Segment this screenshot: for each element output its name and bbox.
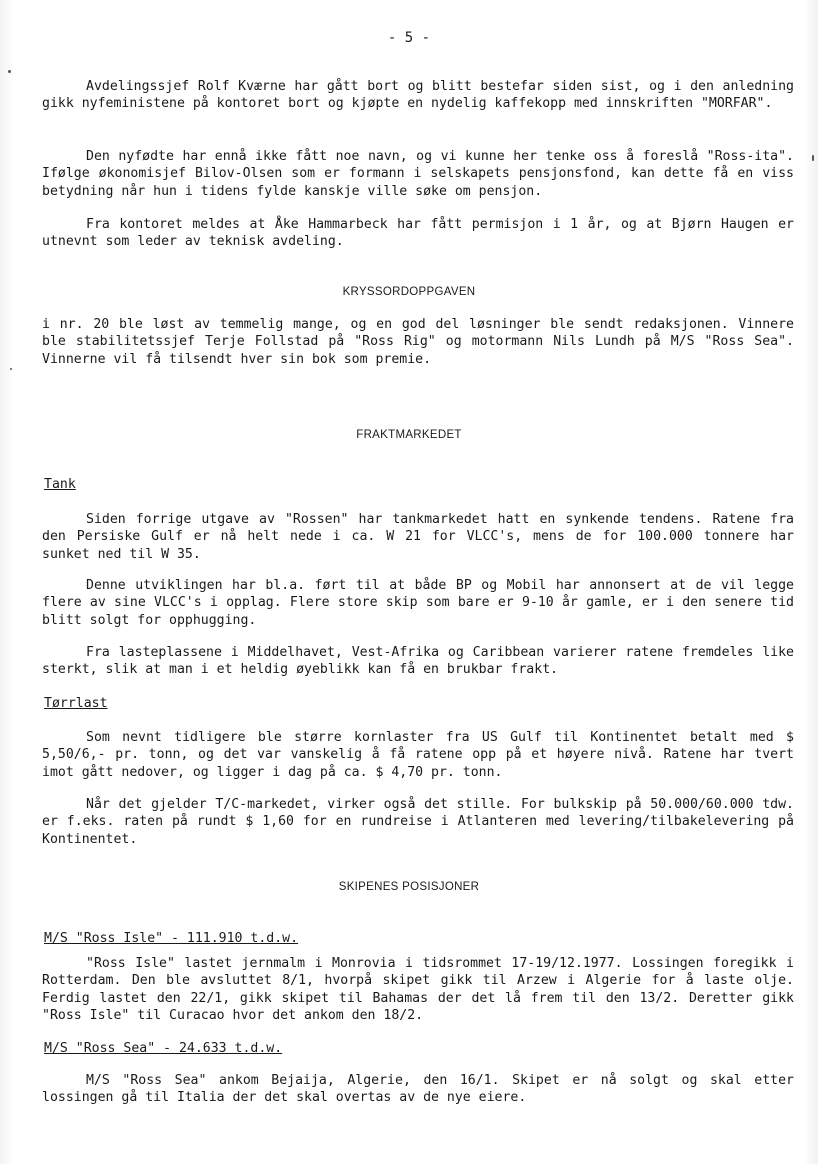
scan-speck [812, 155, 814, 161]
subheading-torrlast: Tørrlast [44, 696, 108, 711]
page-number: - 5 - [387, 30, 431, 46]
paragraph-tank-loading [42, 644, 794, 679]
heading-kryssord: KRYSSORDOPPGAVEN [342, 286, 476, 298]
text-tank-rates: Siden forrige utgave av "Rossen" har tankmarkedet hatt en synkende tendens. Ratene fra den Persiske Gulf er nå helt nede i ca. W 21 for VLCC's, mens de for 100.000 tonnere har sunket ned til W 35. [42, 512, 794, 562]
text-kryssord: i nr. 20 ble løst av temmelig mange, og en god del løsninger ble sendt redaksjonen. Vinnere ble stabilitetssjef Terje Follstad på "Ross Rig" og motormann Nils Lundh på M/S "Ross Sea". Vinnerne vil få tilsendt hver sin bok som premie. [42, 317, 794, 367]
paragraph-grandfather [42, 78, 794, 113]
text-ross-isle: "Ross Isle" lastet jernmalm i Monrovia i tidsrommet 17-19/12.1977. Lossingen foregikk i Rotterdam. Den ble avsluttet 8/1, hvorpå skipet gikk til Arzew i Algerie for å laste olje. Ferdig lastet den 22/1, gikk skipet til Bahamas der det lå frem til den 13/2. Deretter gikk "Ross Isle" til Curacao hvor det ankom den 18/2. [42, 956, 794, 1024]
text-tank-loading: Fra lasteplassene i Middelhavet, Vest-Afrika og Caribbean varierer ratene fremdeles like sterkt, slik at man i et heldig øyeblikk kan få en brukbar frakt. [42, 645, 794, 678]
scan-speck [10, 368, 12, 370]
paragraph-ross-isle [42, 955, 794, 1025]
subheading-ross-isle: M/S "Ross Isle" - 111.910 t.d.w. [44, 931, 299, 946]
text-tank-layup: Denne utviklingen har bl.a. ført til at både BP og Mobil har annonsert at de vil legge flere av sine VLCC's i opplag. Flere store skip som bare er 9-10 år gamle, er i den senere tid blitt solgt for opphugging. [42, 578, 794, 628]
text-grain: Som nevnt tidligere ble større kornlaster fra US Gulf til Kontinentet betalt med $ 5,50/6,- pr. tonn, og det var vanskelig å få ratene opp på et høyere nivå. Ratene har tvert imot gått nedover, og ligger i dag på ca. $ 4,70 pr. tonn. [42, 730, 794, 780]
paragraph-newborn [42, 148, 794, 200]
paragraph-ross-sea [42, 1072, 794, 1107]
paragraph-tank-rates [42, 511, 794, 563]
heading-fraktmarkedet: FRAKTMARKEDET [356, 429, 462, 441]
subheading-ross-sea: M/S "Ross Sea" - 24.633 t.d.w. [44, 1041, 283, 1056]
subheading-tank: Tank [44, 477, 76, 492]
paragraph-office-news [42, 216, 794, 251]
scan-speck [8, 70, 11, 73]
text-newborn: Den nyfødte har ennå ikke fått noe navn, og vi kunne her tenke oss å foreslå "Ross-ita". Ifølge økonomisjef Bilov-Olsen som er formann i selskapets pensjonsfond, kan dette få en viss betydning når hun i tidens fylde kanskje ville søke om pensjon. [42, 149, 794, 199]
paragraph-tank-layup [42, 577, 794, 629]
text-grandfather: Avdelingssjef Rolf Kværne har gått bort og blitt bestefar siden sist, og i den anledning gikk nyfeministene på kontoret bort og kjøpte en nydelig kaffekopp med innskriften "MORFAR". [42, 79, 794, 112]
text-office-news: Fra kontoret meldes at Åke Hammarbeck har fått permisjon i 1 år, og at Bjørn Haugen er utnevnt som leder av teknisk avdeling. [42, 217, 794, 250]
paragraph-grain [42, 729, 794, 781]
heading-skipenes-posisjoner: SKIPENES POSISJONER [338, 881, 480, 893]
paragraph-kryssord [42, 316, 794, 368]
text-tc-market: Når det gjelder T/C-markedet, virker også det stille. For bulkskip på 50.000/60.000 tdw. er f.eks. raten på rundt $ 1,60 for en rundreise i Atlanteren med levering/tilbakelevering på Kontinentet. [42, 797, 794, 847]
paragraph-tc-market [42, 796, 794, 848]
text-ross-sea: M/S "Ross Sea" ankom Bejaija, Algerie, den 16/1. Skipet er nå solgt og skal etter lossingen gå til Italia der det skal overtas av de nye eiere. [42, 1073, 794, 1106]
